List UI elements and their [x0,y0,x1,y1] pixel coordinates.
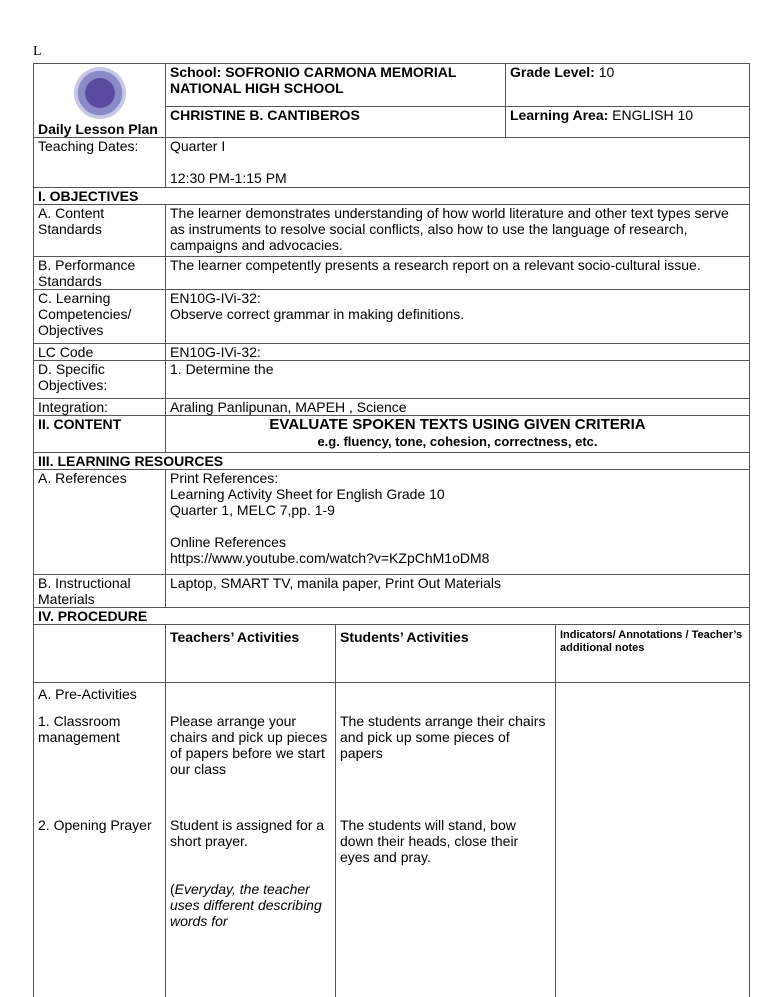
integration: Araling Panlipunan, MAPEH , Science [166,399,750,416]
teacher-name: CHRISTINE B. CANTIBEROS [170,107,360,123]
online-references-label: Online References [170,534,286,550]
print-references-label: Print References: [170,470,279,486]
procedure-table [33,624,750,997]
competencies-label: C. Learning Competencies/ Objectives [34,290,166,344]
student-activity: The students will stand, bow down their heads, close their eyes and pray. [336,817,556,997]
document-title: Daily Lesson Plan [38,121,158,137]
table-row [34,713,750,817]
logo-cell [34,64,166,138]
instructional-materials-label: B. Instructional Materials [34,575,166,608]
lesson-plan [33,0,749,997]
specific-objectives-label: D. Specific Objectives: [34,361,166,399]
competencies-code: EN10G-IVi-32: [170,290,261,306]
integration-label: Integration: [34,399,166,416]
resources-heading: III. LEARNING RESOURCES [38,453,224,469]
content-title: EVALUATE SPOKEN TEXTS USING GIVEN CRITERIA [269,416,646,433]
content-subtitle: e.g. fluency, tone, cohesion, correctness, etc. [317,434,598,449]
teacher-activity: Student is assigned for a short prayer. [170,816,325,849]
pre-activities-label: A. Pre-Activities [34,683,166,713]
content-standards-label: A. Content Standards [34,205,166,257]
lc-code-label: LC Code [34,344,166,361]
col-student-activities: Students’ Activities [340,629,469,645]
print-reference-1: Learning Activity Sheet for English Grade 10 [170,486,445,502]
page-mark: L [33,44,42,59]
grade-label: Grade Level: [510,64,595,80]
time: 12:30 PM-1:15 PM [170,170,287,186]
performance-standards-label: B. Performance Standards [34,257,166,290]
teacher-activity: Please arrange your chairs and pick up pieces of papers before we start our class [166,713,336,817]
print-reference-2: Quarter 1, MELC 7,pp. 1-9 [170,502,335,518]
content-heading: II. CONTENT [38,416,122,432]
competencies: Observe correct grammar in making definitions. [170,306,465,322]
objectives-heading: I. OBJECTIVES [38,188,139,204]
dates-label: Teaching Dates: [34,138,166,188]
area-label: Learning Area: [510,107,609,123]
school-name: School: SOFRONIO CARMONA MEMORIAL NATIONAL HIGH SCHOOL [170,64,457,96]
table-row [34,817,750,997]
note-paren: ( [170,880,175,897]
online-reference-link[interactable]: https://www.youtube.com/watch?v=KZpChM1oDM8 [170,550,490,566]
header-table [33,63,750,138]
content-standards: The learner demonstrates understanding of how world literature and other text types serve as instruments to resolve social conflicts, also how to use the language of research, campaigns and advocacies. [166,205,750,257]
student-activity: The students arrange their chairs and pick up some pieces of papers [336,713,556,817]
references-label: A. References [34,470,166,575]
deped-seal-logo [74,67,126,119]
teacher-note: Everyday, the teacher uses different describing words for [170,880,322,929]
row-label: 2. Opening Prayer [34,817,166,997]
col-notes: Indicators/ Annotations / Teacher’s additional notes [560,629,743,654]
plan-table [33,137,750,625]
grade-value: 10 [594,64,615,80]
quarter: Quarter I [170,138,226,154]
area-value: ENGLISH 10 [608,107,694,123]
row-label: 1. Classroom management [34,713,166,817]
procedure-heading: IV. PROCEDURE [38,608,148,624]
specific-objectives: 1. Determine the [166,361,750,399]
instructional-materials: Laptop, SMART TV, manila paper, Print Out Materials [166,575,750,608]
performance-standards: The learner competently presents a research report on a relevant socio-cultural issue. [166,257,750,290]
lc-code: EN10G-IVi-32: [166,344,750,361]
col-teacher-activities: Teachers’ Activities [170,629,300,645]
